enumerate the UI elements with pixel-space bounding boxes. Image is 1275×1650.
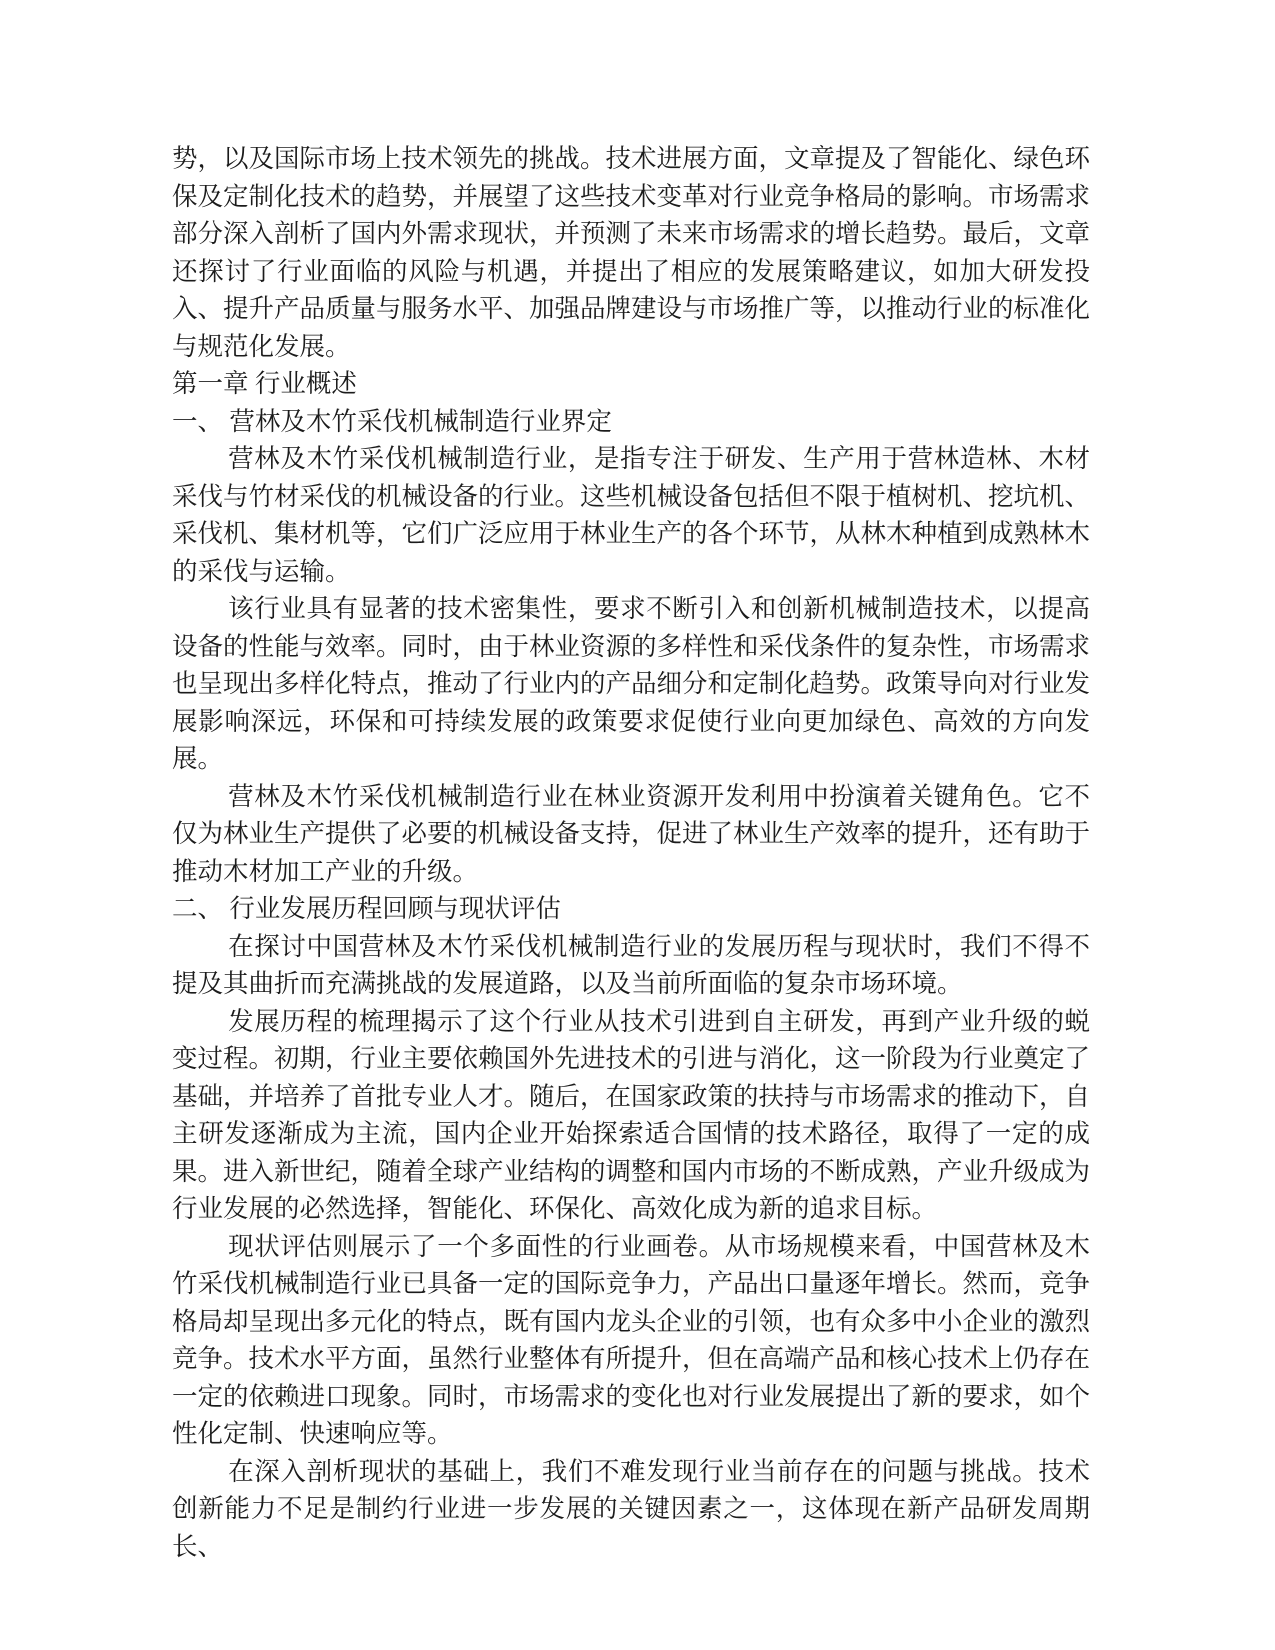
paragraph: 该行业具有显著的技术密集性，要求不断引入和创新机械制造技术，以提高设备的性能与效率。同时，由于林业资源的多样性和采伐条件的复杂性，市场需求也呈现出多样化特点，推动了行业内的产品细分和定制化趋势。政策导向对行业发展影响深远，环保和可持续发展的政策要求促使行业向更加绿色、高效的方向发展。 bbox=[172, 594, 1091, 773]
section-1-heading: 一、 营林及木竹采伐机械制造行业界定 bbox=[172, 406, 612, 436]
paragraph: 现状评估则展示了一个多面性的行业画卷。从市场规模来看，中国营林及木竹采伐机械制造行业已具备一定的国际竞争力，产品出口量逐年增长。然而，竞争格局却呈现出多元化的特点，既有国内龙头企业的引领，也有众多中小企业的激烈竞争。技术水平方面，虽然行业整体有所提升，但在高端产品和核心技术上仍存在一定的依赖进口现象。同时，市场需求的变化也对行业发展提出了新的要求，如个性化定制、快速响应等。 bbox=[172, 1231, 1091, 1448]
paragraph: 在探讨中国营林及木竹采伐机械制造行业的发展历程与现状时，我们不得不提及其曲折而充满挑战的发展道路，以及当前所面临的复杂市场环境。 bbox=[172, 931, 1090, 998]
chapter-1-heading: 第一章 行业概述 bbox=[172, 369, 357, 398]
paragraph-cut-at-page-bottom: 在深入剖析现状的基础上，我们不难发现行业当前存在的问题与挑战。技术创新能力不足是制约行业进一步发展的关键因素之一，这体现在新产品研发周期长、 bbox=[172, 1456, 1090, 1561]
section-2-heading: 二、 行业发展历程回顾与现状评估 bbox=[172, 894, 561, 923]
document-text bbox=[172, 140, 1090, 1565]
paragraph: 营林及木竹采伐机械制造行业在林业资源开发利用中扮演着关键角色。它不仅为林业生产提供了必要的机械设备支持，促进了林业生产效率的提升，还有助于推动木材加工产业的升级。 bbox=[172, 781, 1091, 886]
paragraph: 发展历程的梳理揭示了这个行业从技术引进到自主研发，再到产业升级的蜕变过程。初期，行业主要依赖国外先进技术的引进与消化，这一阶段为行业奠定了基础，并培养了首批专业人才。随后，在国家政策的扶持与市场需求的推动下，自主研发逐渐成为主流，国内企业开始探索适合国情的技术路径，取得了一定的成果。进入新世纪，随着全球产业结构的调整和国内市场的不断成熟，产业升级成为行业发展的必然选择，智能化、环保化、高效化成为新的追求目标。 bbox=[172, 1006, 1091, 1223]
paragraph: 营林及木竹采伐机械制造行业，是指专注于研发、生产用于营林造林、木材采伐与竹材采伐的机械设备的行业。这些机械设备包括但不限于植树机、挖坑机、采伐机、集材机等，它们广泛应用于林业生产的各个环节，从林木种植到成熟林木的采伐与运输。 bbox=[172, 444, 1091, 586]
paragraph-continued-from-previous-page: 势，以及国际市场上技术领先的挑战。技术进展方面，文章提及了智能化、绿色环保及定制化技术的趋势，并展望了这些技术变革对行业竞争格局的影响。市场需求部分深入剖析了国内外需求现状，并预测了未来市场需求的增长趋势。最后，文章还探讨了行业面临的风险与机遇，并提出了相应的发展策略建议，如加大研发投入、提升产品质量与服务水平、加强品牌建设与市场推广等，以推动行业的标准化与规范化发展。 bbox=[172, 144, 1091, 361]
